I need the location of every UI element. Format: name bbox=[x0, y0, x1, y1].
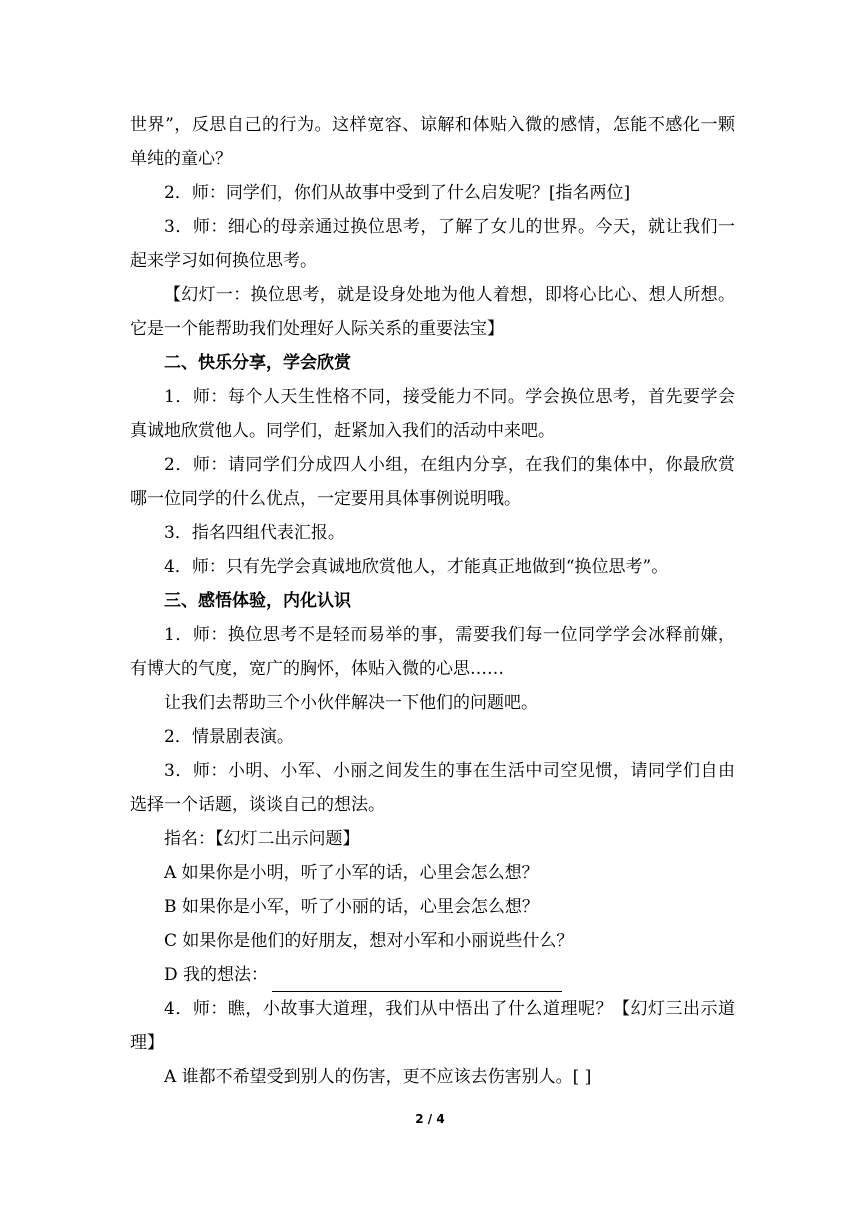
paragraph-line: 1．师：每个人天生性格不同，接受能力不同。学会换位思考，首先要学会 bbox=[164, 387, 735, 407]
paragraph-line: 2．师：同学们，你们从故事中受到了什么启发呢？[指名两位] bbox=[164, 183, 631, 203]
paragraph-line: 哪一位同学的什么优点，一定要用具体事例说明哦。 bbox=[130, 489, 521, 509]
paragraph-line: A 如果你是小明，听了小军的话，心里会怎么想？ bbox=[164, 863, 539, 883]
paragraph-line: 有博大的气度，宽广的胸怀，体贴入微的心思…… bbox=[130, 659, 504, 679]
paragraph-line: 起来学习如何换位思考。 bbox=[130, 251, 317, 271]
section-heading: 三、感悟体验，内化认识 bbox=[164, 591, 351, 611]
paragraph-line: 【幻灯一：换位思考，就是设身处地为他人着想，即将心比心、想人所想。 bbox=[164, 285, 735, 305]
answer-line bbox=[130, 958, 735, 992]
paragraph-line: C 如果你是他们的好朋友，想对小军和小丽说些什么？ bbox=[164, 931, 574, 951]
paragraph-line: 它是一个能帮助我们处理好人际关系的重要法宝】 bbox=[130, 319, 504, 339]
paragraph-line: 让我们去帮助三个小伙伴解决一下他们的问题吧。 bbox=[164, 693, 538, 713]
answer-blank[interactable] bbox=[272, 969, 562, 992]
paragraph-line: 2．师：请同学们分成四人小组，在组内分享，在我们的集体中，你最欣赏 bbox=[164, 455, 735, 475]
section-heading: 二、快乐分享，学会欣赏 bbox=[164, 353, 351, 373]
paragraph-line: A 谁都不希望受到别人的伤害，更不应该去伤害别人。[ ] bbox=[164, 1067, 592, 1087]
paragraph-line: 选择一个话题，谈谈自己的想法。 bbox=[130, 795, 385, 815]
paragraph-line: 4．师：只有先学会真诚地欣赏他人，才能真正地做到“换位思考”。 bbox=[164, 557, 669, 577]
paragraph-line: 世界”，反思自己的行为。这样宽容、谅解和体贴入微的感情，怎能不感化一颗 bbox=[130, 115, 735, 135]
paragraph-line: 真诚地欣赏他人。同学们，赶紧加入我们的活动中来吧。 bbox=[130, 421, 555, 441]
paragraph-line: 3．师：小明、小军、小丽之间发生的事在生活中司空见惯，请同学们自由 bbox=[164, 761, 735, 781]
paragraph-line: 指名：【幻灯二出示问题】 bbox=[164, 829, 360, 849]
paragraph-line: 2．情景剧表演。 bbox=[164, 727, 294, 747]
paragraph-line: 4．师：瞧，小故事大道理，我们从中悟出了什么道理呢？【幻灯三出示道 bbox=[164, 999, 735, 1019]
paragraph-line: 理】 bbox=[130, 1033, 164, 1053]
document-body bbox=[130, 108, 735, 1094]
paragraph-line: 3．师：细心的母亲通过换位思考，了解了女儿的世界。今天，就让我们一 bbox=[164, 217, 735, 237]
page-number: 2 / 4 bbox=[415, 1112, 445, 1126]
answer-label: D 我的想法： bbox=[164, 965, 269, 985]
paragraph-line: 单纯的童心？ bbox=[130, 149, 232, 169]
paragraph-line: B 如果你是小军，听了小丽的话，心里会怎么想？ bbox=[164, 897, 539, 917]
paragraph-line: 3．指名四组代表汇报。 bbox=[164, 523, 345, 543]
paragraph-line: 1．师：换位思考不是轻而易举的事，需要我们每一位同学学会冰释前嫌， bbox=[164, 625, 735, 645]
